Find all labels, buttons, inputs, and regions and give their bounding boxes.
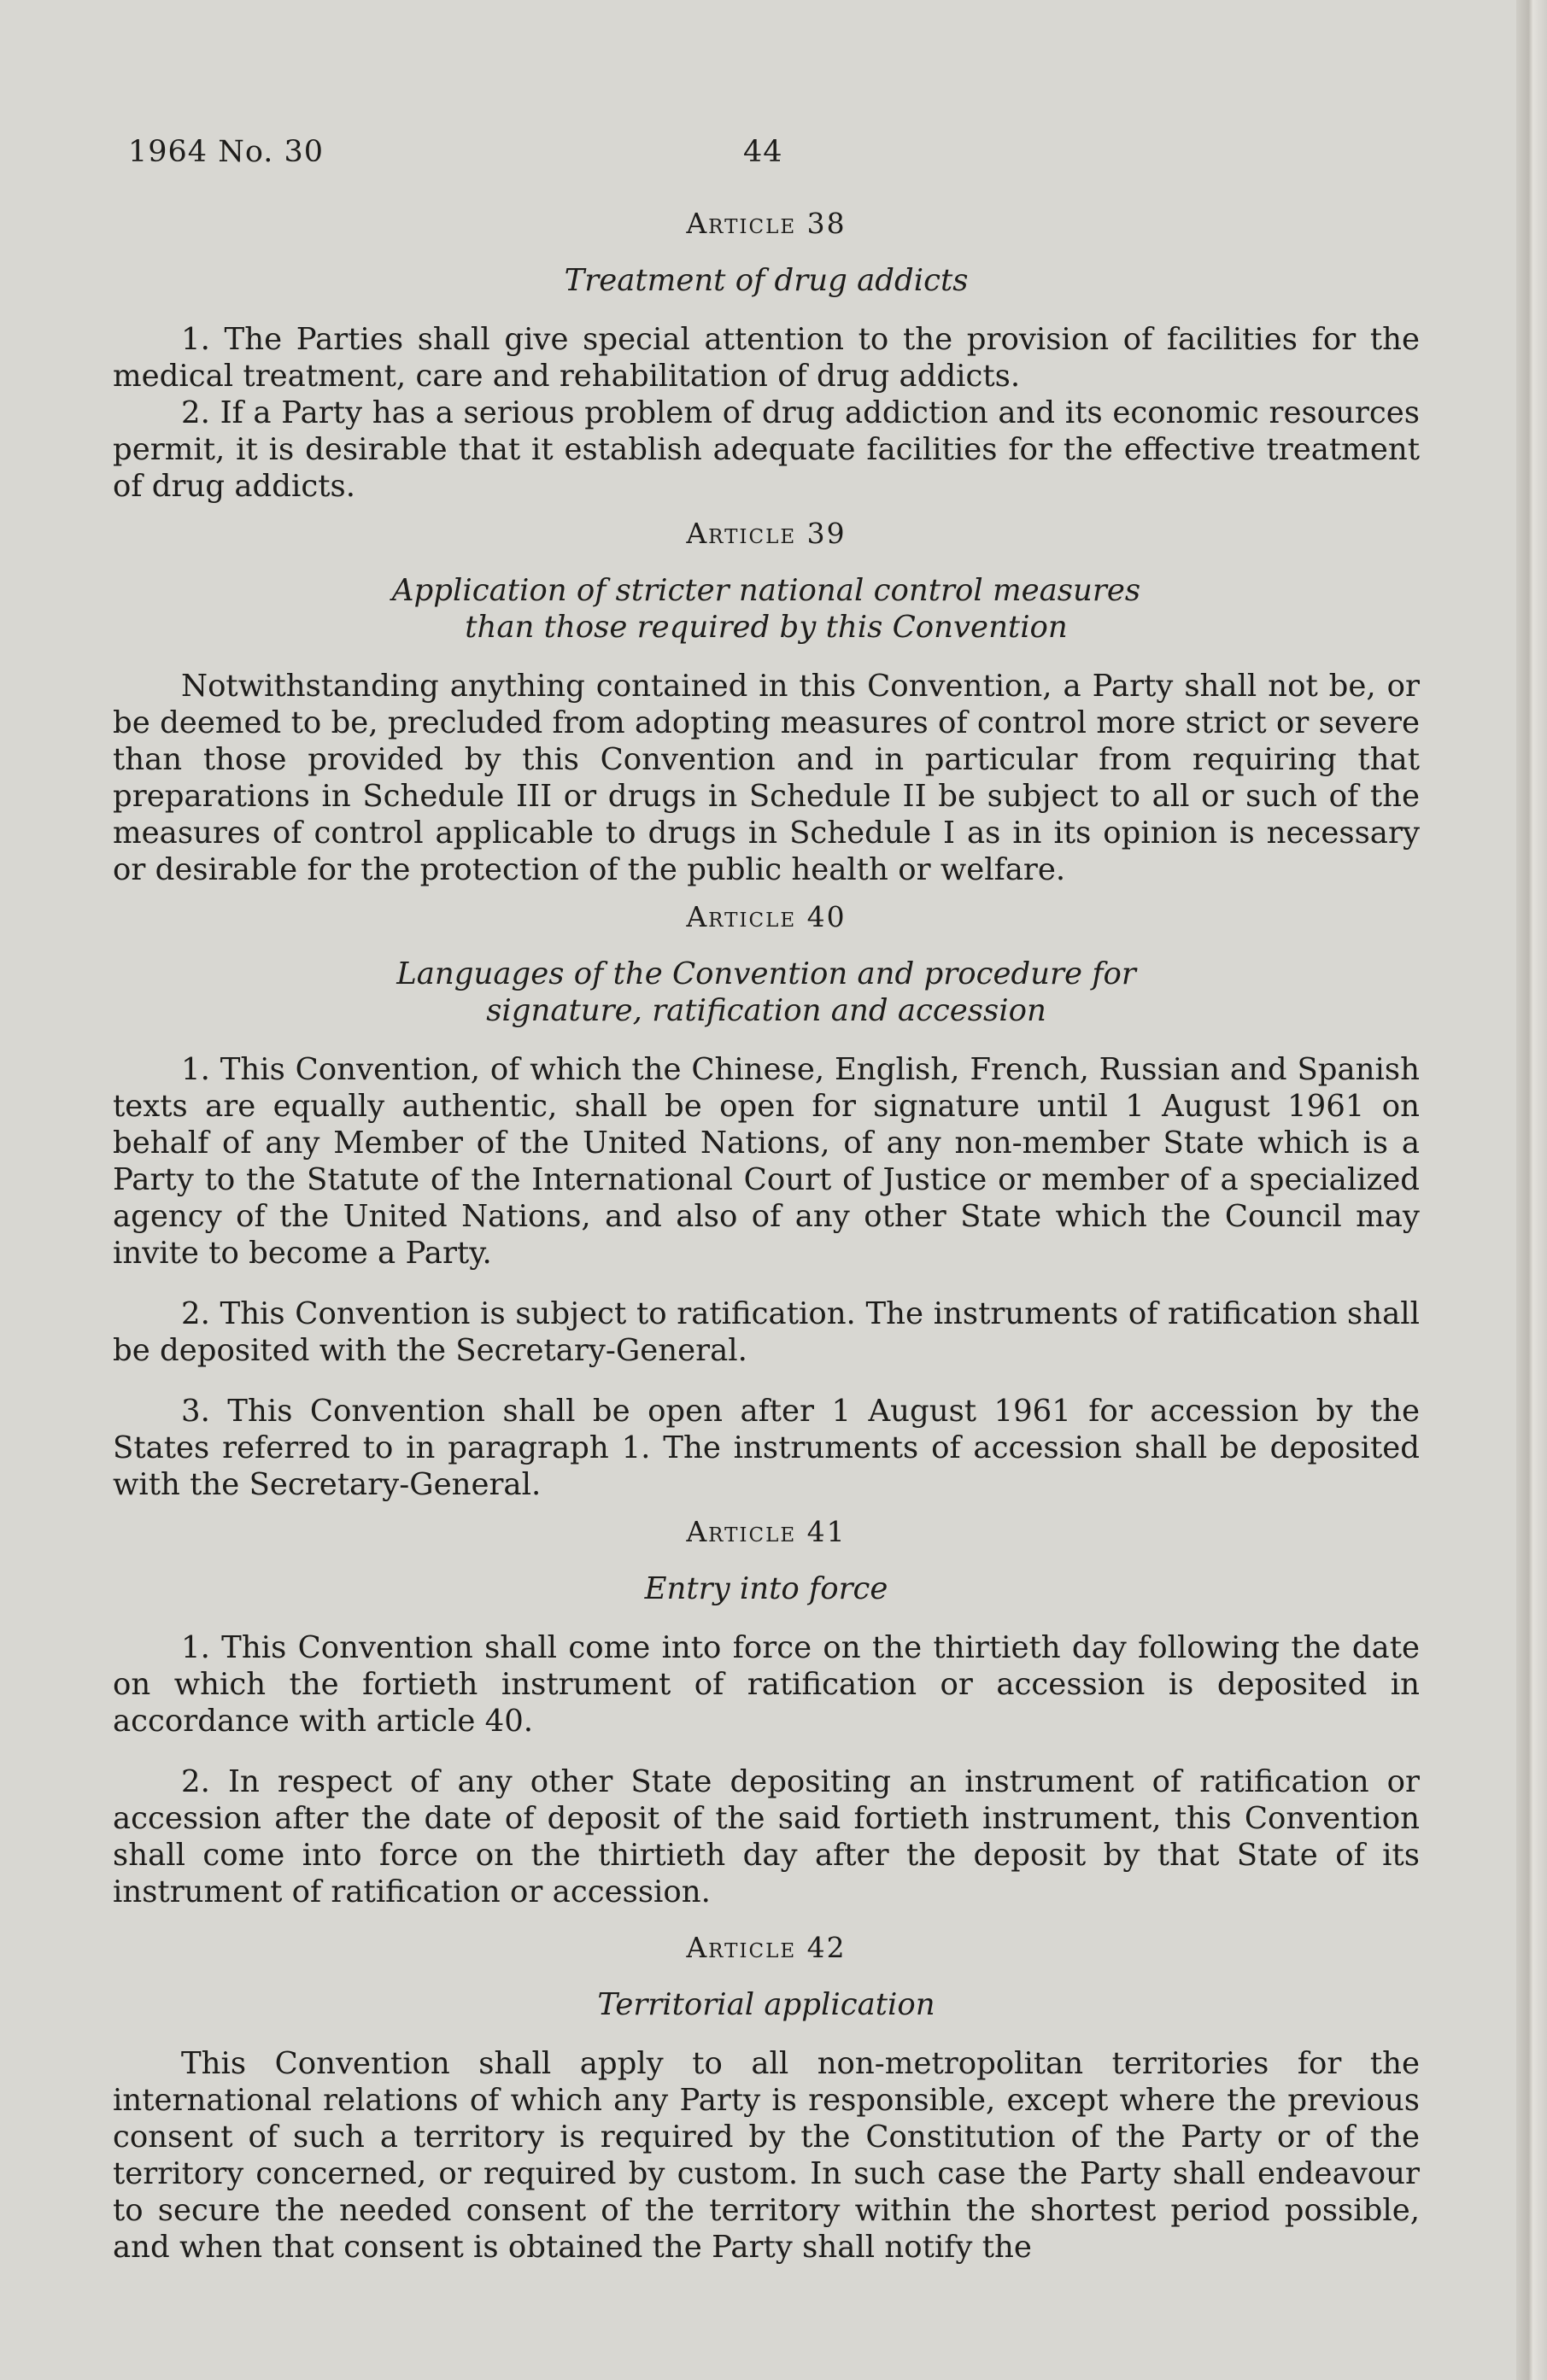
article-title: Application of stricter national control measures than those required by this Convention <box>391 573 1141 645</box>
article-heading: Article 39 <box>686 517 847 550</box>
article-39 <box>113 515 1420 888</box>
paragraph: 1. This Convention shall come into force on the thirtieth day following the date on which the fortieth instrument of ratification or accession is deposited in accordance with article 40. <box>113 1630 1420 1739</box>
article-42 <box>113 1929 1420 2266</box>
page-number: 44 <box>743 135 783 169</box>
page-header <box>128 135 783 169</box>
paragraph: This Convention shall apply to all non-metropolitan territories for the international relations of which any Party is responsible, except where the previous consent of such a territory is required by the Constitution of the Party or of the territory concerned, or required by custom. In such case the Party shall endeavour to secure the needed consent of the territory within the shortest period possible, and when that consent is obtained the Party shall notify the <box>113 2046 1420 2265</box>
paragraph: 3. This Convention shall be open after 1 August 1961 for accession by the States referred to in paragraph 1. The instruments of accession shall be deposited with the Secretary-General. <box>113 1394 1420 1502</box>
article-heading: Article 42 <box>686 1931 847 1964</box>
article-title: Treatment of drug addicts <box>564 263 969 298</box>
paragraph: 1. The Parties shall give special attention to the provision of facilities for the medical treatment, care and rehabilitation of drug addicts. <box>113 322 1420 394</box>
paragraph: 1. This Convention, of which the Chinese, English, French, Russian and Spanish texts are equally authentic, shall be open for signature until 1 August 1961 on behalf of any Member of the United Nations, of any non-member State which is a Party to the Statute of the International Court of Justice or member of a specialized agency of the United Nations, and also of any other State which the Council may invite to become a Party. <box>113 1052 1420 1271</box>
paragraph: Notwithstanding anything contained in this Convention, a Party shall not be, or be deemed to be, precluded from adopting measures of control more strict or severe than those provided by this Convention and in particular from requiring that preparations in Schedule III or drugs in Schedule II be subject to all or such of the measures of control applicable to drugs in Schedule I as in its opinion is necessary or desirable for the protection of the public health or welfare. <box>113 669 1420 887</box>
article-title: Languages of the Convention and procedure for signature, ratification and accession <box>396 956 1136 1028</box>
article-41 <box>113 1513 1420 1910</box>
article-heading: Article 38 <box>686 207 847 240</box>
article-heading: Article 40 <box>686 900 847 933</box>
page-edge <box>1516 0 1547 2380</box>
paragraph: 2. This Convention is subject to ratification. The instruments of ratification shall be deposited with the Secretary-General. <box>113 1296 1420 1368</box>
article-38 <box>113 205 1420 505</box>
paragraph: 2. If a Party has a serious problem of drug addiction and its economic resources permit, it is desirable that it establish adequate facilities for the effective treatment of drug addicts. <box>113 395 1420 504</box>
article-title: Entry into force <box>644 1571 888 1606</box>
document-body <box>113 205 1420 2266</box>
paragraph: 2. In respect of any other State depositing an instrument of ratification or accession after the date of deposit of the said fortieth instrument, this Convention shall come into force on the thirtieth day after the deposit by that State of its instrument of ratification or accession. <box>113 1764 1420 1909</box>
article-title: Territorial application <box>597 1987 935 2022</box>
article-40 <box>113 898 1420 1503</box>
series-number: 1964 No. 30 <box>128 135 325 169</box>
article-heading: Article 41 <box>686 1515 847 1548</box>
